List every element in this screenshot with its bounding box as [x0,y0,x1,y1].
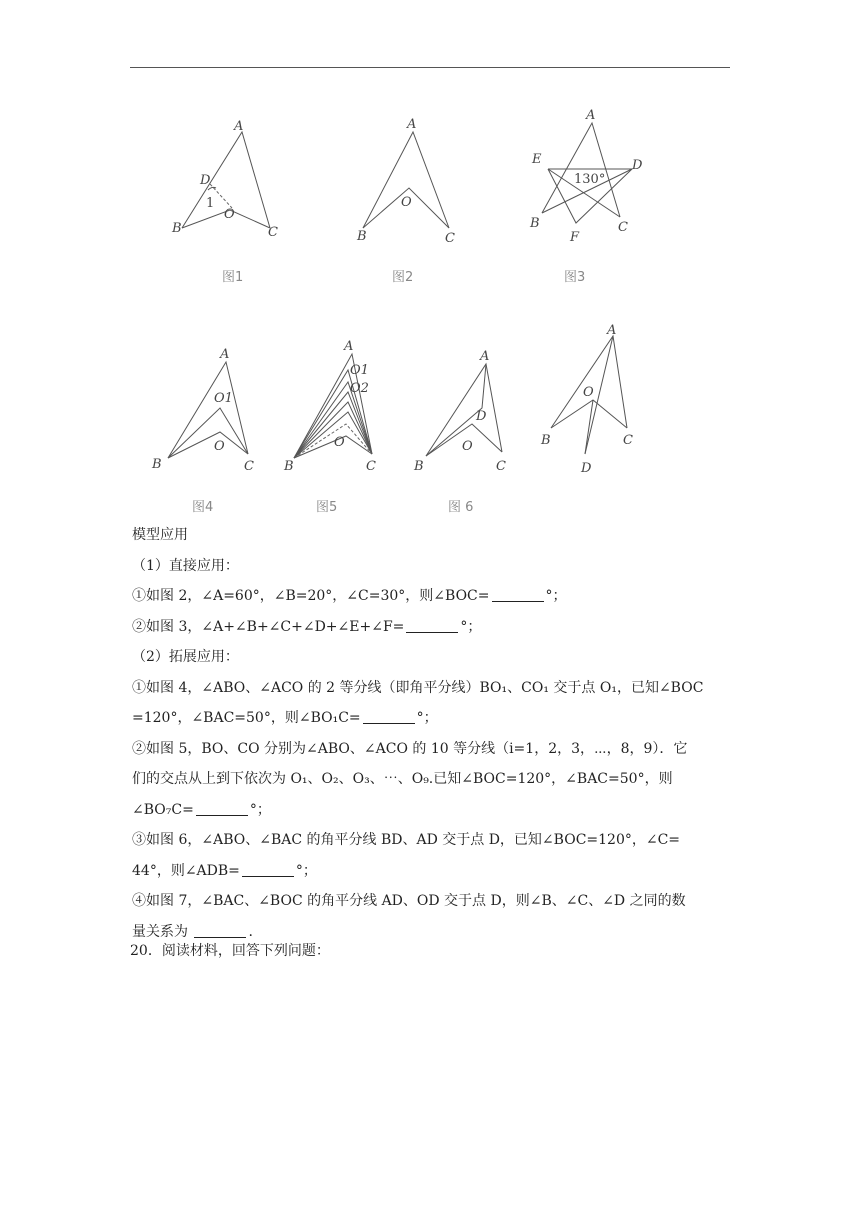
question-1-2: ②如图 3，∠A+∠B+∠C+∠D+∠E+∠F= °； [132,618,482,635]
question-2-2-line1: ②如图 5，BO、CO 分别为∠ABO、∠ACO 的 10 等分线（i=1，2，3，⋯，8，9）．它 [132,740,688,757]
fig2-label-b: B [357,229,367,244]
fig5-label-o1: O1 [350,363,369,378]
fig4-label-o1: O1 [214,391,233,406]
fig5-label-o2: O2 [350,381,369,396]
fig4-label-b: B [152,457,162,472]
figure-1 [160,110,300,244]
part2-heading: （2）拓展应用： [132,649,239,665]
question-1-1: ①如图 2，∠A=60°，∠B=20°，∠C=30°，则∠BOC= °； [132,588,567,604]
fig1-caption: 图1 [222,270,244,285]
fig2-caption: 图2 [392,270,414,285]
fig5-label-c: C [366,459,376,474]
answer-blank[interactable] [242,861,294,877]
answer-blank[interactable] [492,586,544,602]
fig6-label-d: D [476,409,487,424]
figure-6 [410,340,530,484]
fig5-label-o: O [334,435,345,450]
question-2-3-line1: ③如图 6，∠ABO、∠BAC 的角平分线 BD、AD 交于点 D，已知∠BOC=120°，∠C= [132,832,681,848]
fig7-label-d: D [581,461,592,476]
fig5-label-b: B [284,459,294,474]
fig5-caption: 图5 [316,500,338,515]
fig1-label-c: C [268,225,278,240]
question-2-3-line2: 44°，则∠ADB= °； [132,862,317,879]
fig3-caption: 图3 [564,270,586,285]
fig2-label-a: A [407,117,417,132]
fig1-label-d: D [200,173,211,188]
problem-text [132,520,732,947]
part1-heading: （1）直接应用： [132,557,239,574]
fig3-label-f: F [570,230,580,245]
question-2-1-line1: ①如图 4，∠ABO、∠ACO 的 2 等分线（即角平分线）BO₁、CO₁ 交于点 O₁，已知∠BOC [132,679,704,696]
fig4-caption: 图4 [192,500,214,515]
fig6-caption: 图 6 [448,500,474,515]
answer-blank[interactable] [196,800,248,816]
figure-5 [280,340,390,484]
fig1-label-a: A [234,119,244,134]
section-title: 模型应用 [132,527,188,543]
fig4-label-c: C [244,459,254,474]
figure-2 [345,110,475,244]
fig6-label-c: C [496,459,506,474]
fig6-label-b: B [414,459,424,474]
fig1-label-1: 1 [206,196,215,211]
fig3-label-d: D [632,158,643,173]
fig7-label-b: B [541,433,551,448]
fig7-label-o: O [583,385,594,400]
question-2-1-line2: =120°，∠BAC=50°，则∠BO₁C= °； [132,710,438,726]
question-2-4-line2: 量关系为 . [132,923,253,940]
fig2-label-o: O [401,195,412,210]
question-2-2-line3: ∠BO₇C= °； [132,801,271,818]
answer-blank[interactable] [194,922,246,938]
figure-4 [150,340,270,484]
fig4-label-a: A [220,347,230,362]
fig7-label-c: C [623,433,633,448]
fig3-label-e: E [532,152,542,167]
fig1-label-o: O [224,207,235,222]
fig5-label-a: A [344,339,354,354]
question-2-4-line1: ④如图 7，∠BAC、∠BOC 的角平分线 AD、OD 交于点 D，则∠B、∠C、∠D 之同的数 [132,893,686,909]
question-20: 20．阅读材料，回答下列问题： [130,943,330,959]
fig7-label-a: A [607,323,617,338]
fig6-label-o: O [462,439,473,454]
fig1-label-b: B [172,221,182,236]
fig6-label-a: A [480,349,490,364]
fig4-label-o: O [214,439,225,454]
answer-blank[interactable] [363,708,415,724]
fig3-label-a: A [586,108,596,123]
header-rule [130,67,730,68]
figure-7 [535,320,655,484]
fig3-label-b: B [530,216,540,231]
fig2-label-c: C [445,231,455,246]
answer-blank[interactable] [406,617,458,633]
fig3-label-angle: 130° [574,172,606,187]
fig3-label-c: C [618,220,628,235]
figure-3 [520,105,660,249]
question-2-2-line2: 们的交点从上到下依次为 O₁、O₂、O₃、⋯、O₉.已知∠BOC=120°，∠BAC=50°，则 [132,771,673,787]
